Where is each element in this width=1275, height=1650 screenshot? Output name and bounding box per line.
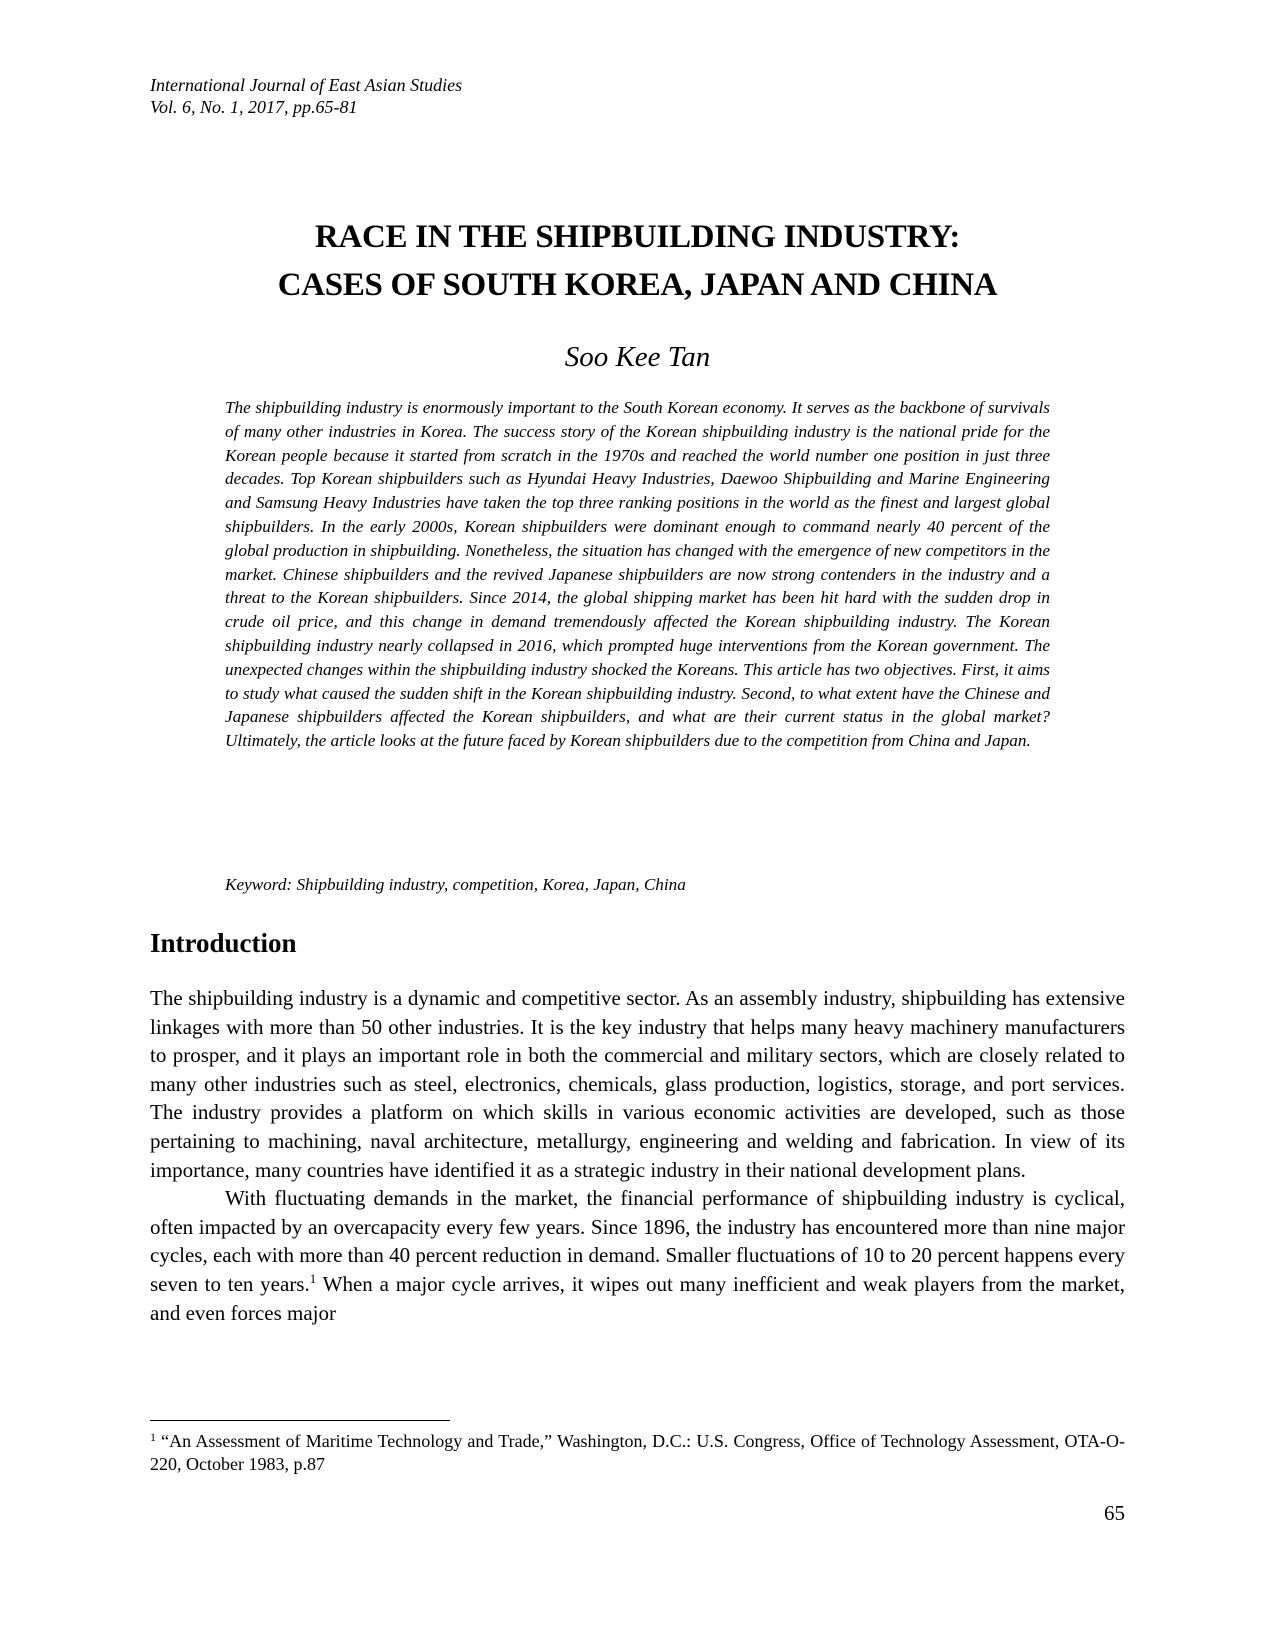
volume-info: Vol. 6, No. 1, 2017, pp.65-81 [150,97,358,117]
paragraph-1: The shipbuilding industry is a dynamic and competitive sector. As an assembly industry, shipbuilding has extensive linkages with more than 50 other industries. It is the key industry that helps many heavy machinery manufacturers to prosper, and it plays an important role in both the commercial and military sectors, which are closely related to many other industries such as steel, electronics, chemicals, glass production, logistics, storage, and port services. The industry provides a platform on which skills in various economic activities are developed, such as those pertaining to machining, naval architecture, metallurgy, engineering and welding and fabrication. In view of its importance, many countries have identified it as a strategic industry in their national development plans. [150,986,1125,1182]
footnote-reference[interactable]: 1 [309,1270,317,1286]
paragraph-2 [150,1184,1125,1327]
section-heading-introduction: Introduction [150,928,297,958]
paragraph-2-text-a: With fluctuating demands in the market, the financial performance of shipbuilding industry is cyclical, often impacted by an overcapacity every few years. Since 1896, the industry has encountered more than nine major cycles, each with more than 40 percent reduction in demand. Smaller fluctuations of 10 to 20 percent happens every seven to ten years. [150,1186,1126,1296]
abstract: The shipbuilding industry is enormously important to the South Korean economy. It serves as the backbone of survivals of many other industries in Korea. The success story of the Korean shipbuilding industry is the national pride for the Korean people because it started from scratch in the 1970s and reached the world number one position in just three decades. Top Korean shipbuilders such as Hyundai Heavy Industries, Daewoo Shipbuilding and Marine Engineering and Samsung Heavy Industries have taken the top three ranking positions in the world as the finest and largest global shipbuilders. In the early 2000s, Korean shipbuilders were dominant enough to command nearly 40 percent of the global production in shipbuilding. Nonetheless, the situation has changed with the emergence of new competitors in the market. Chinese shipbuilders and the revived Japanese shipbuilders are now strong contenders in the industry and a threat to the Korean shipbuilders. Since 2014, the global shipping market has been hit hard with the sudden drop in crude oil price, and this change in demand tremendously affected the Korean shipbuilding industry. The Korean shipbuilding industry nearly collapsed in 2016, which prompted huge interventions from the Korean government. The unexpected changes within the shipbuilding industry shocked the Koreans. This article has two objectives. First, it aims to study what caused the sudden shift in the Korean shipbuilding industry. Second, to what extent have the Chinese and Japanese shipbuilders affected the Korean shipbuilders, and what are their current status in the global market? Ultimately, the article looks at the future faced by Korean shipbuilders due to the competition from China and Japan. [225,398,1050,751]
author-name: Soo Kee Tan [564,341,711,373]
title-line-1: RACE IN THE SHIPBUILDING INDUSTRY: [314,219,961,255]
keywords: Keyword: Shipbuilding industry, competition, Korea, Japan, China [225,875,686,894]
page-number: 65 [1104,1501,1125,1525]
title-line-2: CASES OF SOUTH KOREA, JAPAN AND CHINA [277,267,998,303]
footnote-text: “An Assessment of Maritime Technology and Trade,” Washington, D.C.: U.S. Congress, Office of Technology Assessment, OTA-O-220, October 1983, p.87 [150,1431,1125,1474]
footnote [150,1430,1125,1476]
journal-name: International Journal of East Asian Studies [150,75,463,95]
paragraph-2-text-b: When a major cycle arrives, it wipes out many inefficient and weak players from the market, and even forces major [150,1271,1125,1325]
footnote-number: 1 [150,1430,156,1444]
journal-header [150,74,462,118]
introduction-body [150,984,1125,1327]
footnote-divider [150,1420,450,1421]
paper-title [150,213,1125,309]
